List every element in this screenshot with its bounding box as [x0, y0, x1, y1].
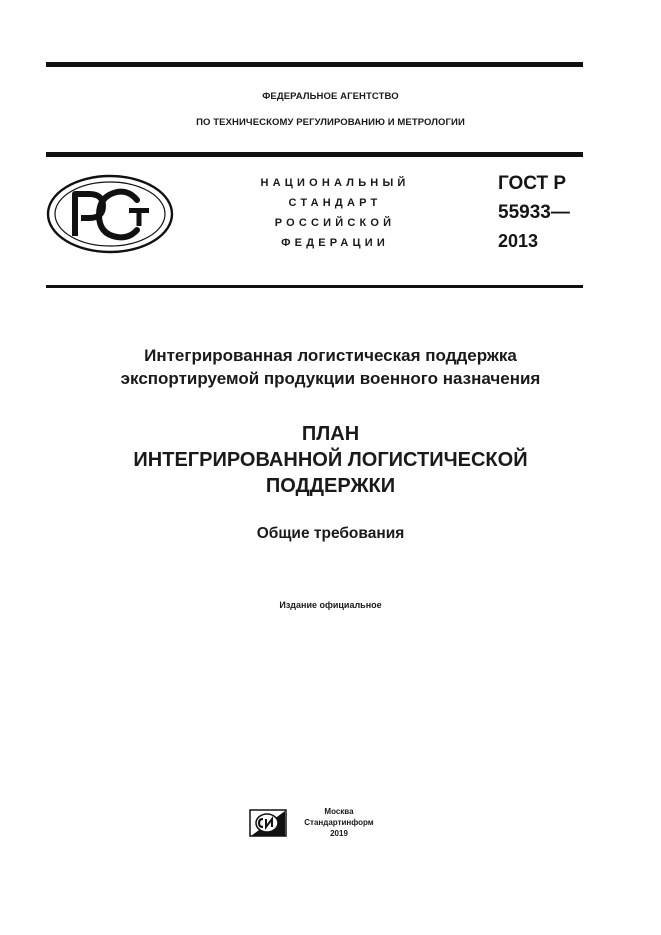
plan-heading: [0, 421, 661, 499]
publisher-name: Стандартинформ: [304, 818, 374, 827]
document-subtitle: Общие требования: [256, 525, 405, 542]
top-rule: [46, 62, 583, 67]
publisher-city: Москва: [324, 807, 354, 816]
document-title: [0, 344, 661, 390]
gost-number: 55933—: [498, 202, 570, 223]
national-line-4: ФЕДЕРАЦИИ: [281, 237, 389, 249]
edition-label: Издание официальное: [279, 600, 382, 610]
publisher-logo: [249, 809, 287, 837]
gost-year: 2013: [498, 231, 539, 251]
title-line-1: Интегрированная логистическая поддержка: [144, 346, 517, 365]
national-line-1: НАЦИОНАЛЬНЫЙ: [260, 177, 410, 189]
plan-line-2: ИНТЕГРИРОВАННОЙ ЛОГИСТИЧЕСКОЙ: [133, 449, 528, 471]
rst-emblem-logo: [45, 174, 175, 254]
bottom-rule: [46, 285, 583, 288]
publisher-year: 2019: [330, 829, 348, 838]
title-line-2: экспортируемой продукции военного назначения: [120, 369, 541, 388]
national-line-3: РОССИЙСКОЙ: [274, 217, 396, 229]
national-standard-block: [230, 173, 440, 253]
publisher-imprint: [294, 806, 384, 839]
gost-label: ГОСТ Р: [498, 173, 567, 194]
gost-designation: [498, 169, 570, 256]
agency-line-1: ФЕДЕРАЛЬНОЕ АГЕНТСТВО: [262, 91, 399, 102]
plan-line-1: ПЛАН: [301, 423, 360, 445]
agency-line-2: ПО ТЕХНИЧЕСКОМУ РЕГУЛИРОВАНИЮ И МЕТРОЛОГИИ: [196, 117, 465, 128]
plan-line-3: ПОДДЕРЖКИ: [265, 475, 396, 497]
national-line-2: СТАНДАРТ: [288, 197, 382, 209]
middle-rule: [46, 152, 583, 157]
